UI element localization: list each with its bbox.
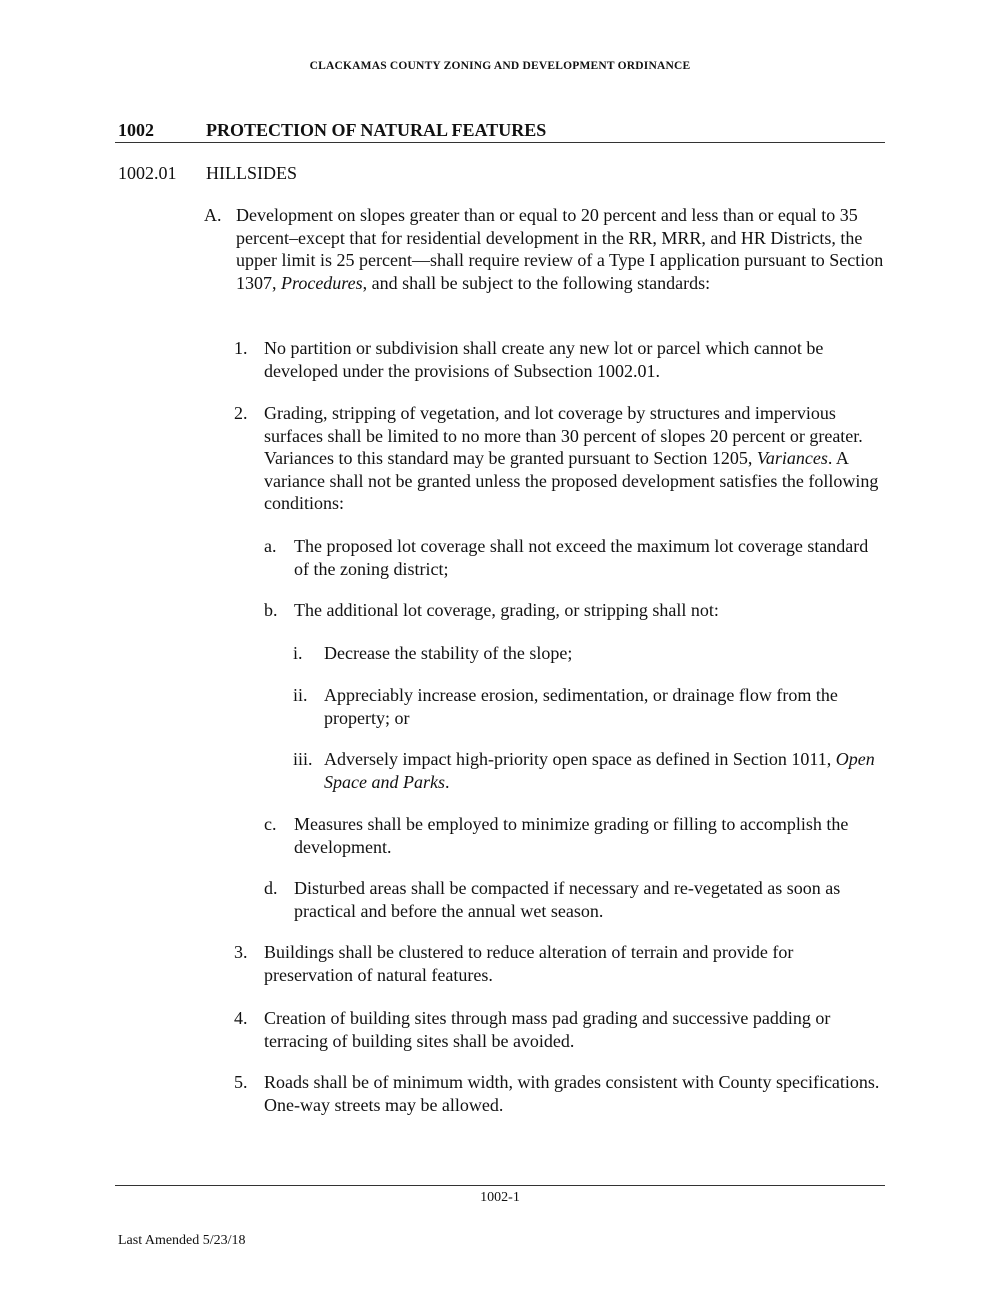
list-item-text: The additional lot coverage, grading, or stripping shall not: <box>294 600 719 620</box>
list-marker: b. <box>264 600 278 620</box>
page-number: 1002-1 <box>480 1190 520 1205</box>
list-marker: i. <box>293 643 303 663</box>
text-run: Adversely impact high-priority open space as defined in Section 1011, <box>324 749 836 769</box>
list-item-text: Disturbed areas shall be compacted if necessary and re-vegetated as soon as practical and before the annual wet season. <box>294 878 841 921</box>
list-marker: 4. <box>234 1008 248 1028</box>
list-item-text: Creation of building sites through mass pad grading and successive padding or terracing of building sites shall be avoided. <box>264 1008 831 1051</box>
last-amended: Last Amended 5/23/18 <box>118 1233 246 1248</box>
list-item-text: Buildings shall be clustered to reduce alteration of terrain and provide for preservation of natural features. <box>264 942 794 985</box>
section-title: PROTECTION OF NATURAL FEATURES <box>206 120 547 140</box>
list-marker: ii. <box>293 685 308 705</box>
italic-reference: Open Space and Parks <box>324 749 875 792</box>
italic-reference: Procedures <box>281 272 363 293</box>
list-item-text <box>324 748 884 793</box>
text-run: . <box>444 771 450 792</box>
list-item-text: Measures shall be employed to minimize grading or filling to accomplish the development. <box>294 814 849 857</box>
list-item-text <box>264 402 884 515</box>
list-item-text: The proposed lot coverage shall not exceed the maximum lot coverage standard of the zoning district; <box>294 536 869 579</box>
list-marker: 1. <box>234 338 248 358</box>
footer-rule <box>115 1185 885 1186</box>
list-marker: A. <box>204 205 222 225</box>
italic-reference: Variances <box>756 448 828 468</box>
list-marker: 5. <box>234 1072 248 1092</box>
subsection-title: HILLSIDES <box>206 163 297 183</box>
list-marker: iii. <box>293 749 313 769</box>
list-item-text <box>236 204 884 294</box>
subsection-number: 1002.01 <box>118 163 177 183</box>
text-run: Grading, stripping of vegetation, and lot coverage by structures and impervious surfaces shall be limited to no more than 30 percent of slopes 20 percent or greater. Variances to this standard may be granted pursuant to Section 1205, <box>264 403 863 468</box>
running-header: CLACKAMAS COUNTY ZONING AND DEVELOPMENT ORDINANCE <box>309 60 691 72</box>
list-item-text: Appreciably increase erosion, sedimentation, or drainage flow from the property; or <box>324 685 838 728</box>
list-marker: a. <box>264 536 277 556</box>
section-number: 1002 <box>118 120 154 140</box>
list-marker: c. <box>264 814 277 834</box>
section-heading <box>115 118 885 143</box>
subsection-heading <box>118 163 297 184</box>
list-item-text: Decrease the stability of the slope; <box>324 643 573 663</box>
list-item-text: No partition or subdivision shall create any new lot or parcel which cannot be developed under the provisions of Subsection 1002.01. <box>264 338 824 381</box>
text-run: . A variance shall not be granted unless the proposed development satisfies the following conditions: <box>264 448 879 513</box>
list-item-text: Roads shall be of minimum width, with grades consistent with County specifications. One-way streets may be allowed. <box>264 1072 880 1115</box>
list-marker: d. <box>264 878 278 898</box>
list-marker: 2. <box>234 403 248 423</box>
text-run: Development on slopes greater than or equal to 20 percent and less than or equal to 35 percent–except that for residential development in the RR, MRR, and HR Districts, the upper limit is 25 percent—shall require review of a Type I application pursuant to Section 1307, <box>236 205 884 293</box>
list-marker: 3. <box>234 942 248 962</box>
text-run: , and shall be subject to the following standards: <box>362 272 711 293</box>
